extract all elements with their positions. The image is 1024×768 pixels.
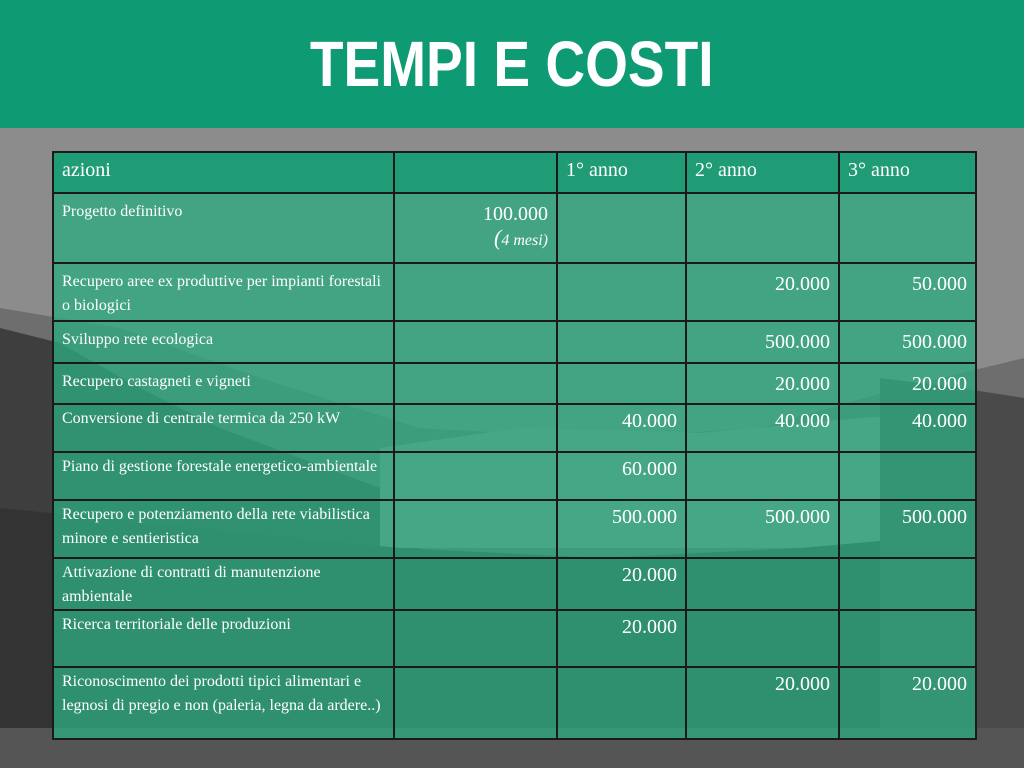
value-cell: [394, 500, 557, 558]
value-cell: 500.000: [686, 321, 839, 363]
table-row: [53, 321, 976, 363]
action-cell: Attivazione di contratti di manutenzione ambientale: [53, 558, 394, 610]
header-azioni: azioni: [53, 152, 394, 193]
value-cell: 20.000: [557, 558, 686, 610]
value-cell: [557, 667, 686, 739]
table-row: [53, 610, 976, 667]
value-cell: 500.000: [686, 500, 839, 558]
value-cell: 500.000: [557, 500, 686, 558]
value-cell: [686, 610, 839, 667]
costs-table: [52, 151, 977, 740]
action-cell: Piano di gestione forestale energetico-ambientale: [53, 452, 394, 500]
value-cell: [557, 321, 686, 363]
value-cell: [394, 404, 557, 452]
value-cell: [394, 667, 557, 739]
header-blank: [394, 152, 557, 193]
value-cell: [394, 193, 557, 263]
value-cell: [686, 452, 839, 500]
value-cell: [394, 263, 557, 321]
action-cell: Conversione di centrale termica da 250 kW: [53, 404, 394, 452]
value-cell: 40.000: [839, 404, 976, 452]
table-row: [53, 263, 976, 321]
table-row: [53, 558, 976, 610]
header-year-2: 2° anno: [686, 152, 839, 193]
table-row: [53, 193, 976, 263]
value-text: 100.000: [483, 203, 548, 225]
value-cell: [686, 193, 839, 263]
value-cell: [394, 321, 557, 363]
header-year-1: 1° anno: [557, 152, 686, 193]
header-year-3: 3° anno: [839, 152, 976, 193]
value-cell: 60.000: [557, 452, 686, 500]
value-cell: 20.000: [839, 667, 976, 739]
title-banner: [0, 0, 1024, 128]
value-cell: [839, 610, 976, 667]
table-header-row: [53, 152, 976, 193]
table-row: [53, 667, 976, 739]
value-cell: [394, 363, 557, 404]
duration-note-text: 4 mesi): [501, 232, 548, 249]
action-cell: Progetto definitivo: [53, 193, 394, 263]
value-cell: 40.000: [686, 404, 839, 452]
value-cell: 500.000: [839, 500, 976, 558]
action-cell: Recupero aree ex produttive per impianti forestali o biologici: [53, 263, 394, 321]
value-cell: [557, 263, 686, 321]
value-cell: [557, 363, 686, 404]
value-cell: [394, 610, 557, 667]
value-cell: [557, 193, 686, 263]
table-row: [53, 404, 976, 452]
value-cell: 20.000: [686, 363, 839, 404]
value-cell: [839, 193, 976, 263]
table-row: [53, 363, 976, 404]
table-row: [53, 452, 976, 500]
value-cell: 50.000: [839, 263, 976, 321]
value-cell: [686, 558, 839, 610]
action-cell: Ricerca territoriale delle produzioni: [53, 610, 394, 667]
page-title: TEMPI E COSTI: [310, 28, 714, 100]
value-cell: [394, 558, 557, 610]
value-cell: [839, 558, 976, 610]
action-cell: Recupero e potenziamento della rete viabilistica minore e sentieristica: [53, 500, 394, 558]
value-cell: 20.000: [557, 610, 686, 667]
value-cell: 20.000: [686, 263, 839, 321]
value-cell: 20.000: [686, 667, 839, 739]
value-cell: [394, 452, 557, 500]
value-cell: 500.000: [839, 321, 976, 363]
table-row: [53, 500, 976, 558]
value-cell: 40.000: [557, 404, 686, 452]
value-cell: [839, 452, 976, 500]
action-cell: Sviluppo rete ecologica: [53, 321, 394, 363]
value-cell: 20.000: [839, 363, 976, 404]
action-cell: Recupero castagneti e vigneti: [53, 363, 394, 404]
action-cell: Riconoscimento dei prodotti tipici alimentari e legnosi di pregio e non (paleria, legna da ardere..): [53, 667, 394, 739]
duration-note: (4 mesi): [494, 225, 548, 250]
